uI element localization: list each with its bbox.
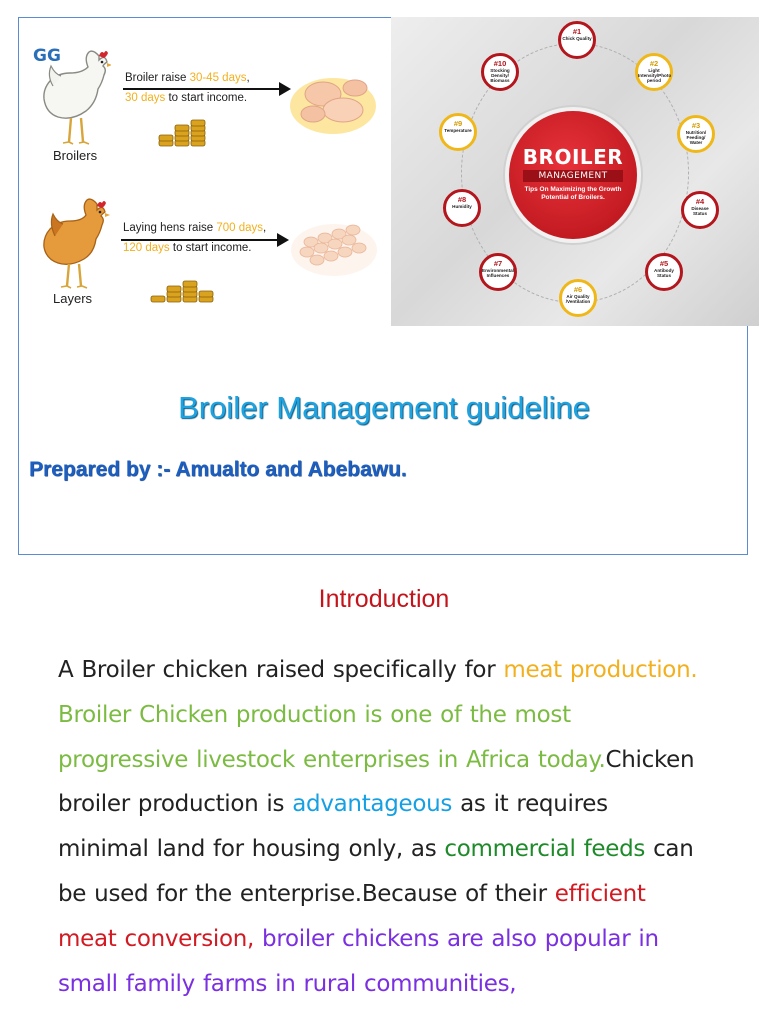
intro-segment: Broiler Chicken production is one of the most progressive livestock enterprises in Africa today. (58, 701, 606, 773)
factor-temperature: #9 Temperature (439, 113, 477, 151)
broiler-management-infographic (391, 17, 759, 326)
coin-stack-icon (149, 270, 219, 306)
intro-segment: Chicken broiler production is (58, 746, 695, 818)
introduction-heading: Introduction (318, 585, 450, 613)
white-broiler-chicken-icon (41, 46, 111, 150)
coin-stack-icon (155, 114, 217, 150)
cover-panel (18, 17, 748, 555)
factor-light-intensity: #2 Light Intensity/Photo period (635, 53, 673, 91)
broiler-management-badge: BROILER MANAGEMENT Tips On Maximizing the Growth Potential of Broilers. (509, 111, 637, 239)
introduction-paragraph (58, 648, 703, 1006)
gg-logo: GG (33, 46, 61, 66)
intro-segment-commercial-feeds: commercial feeds (444, 836, 646, 863)
intro-segment-meat-production: meat production. (503, 657, 698, 683)
intro-segment-advantageous: advantageous (292, 791, 453, 818)
factor-antibody-status: #5 Antibody Status (645, 253, 683, 291)
factor-chick-quality: #1 Chick Quality (558, 21, 596, 59)
prepared-by-line: Prepared by :- Amualto and Abebawu. (29, 458, 407, 481)
layers-caption: Layers (53, 291, 93, 306)
intro-segment-efficient-meat-conversion: efficient meat conversion, (58, 880, 646, 952)
document-title: Broiler Management guideline (178, 390, 590, 425)
broiler-vs-layer-infographic (19, 18, 391, 328)
intro-segment: broiler chickens are also popular in small family farms in rural communities, (58, 925, 659, 997)
eggs-tray-icon (289, 218, 379, 280)
raw-chicken-meat-icon (287, 66, 379, 138)
arrow-right-icon (123, 78, 293, 100)
brown-layer-hen-icon (41, 194, 111, 294)
factor-humidity: #8 Humidity (443, 189, 481, 227)
layer-raise-text: Laying hens raise 700 days, 120 days to start income. (123, 222, 267, 254)
factor-disease-status: #4 Disease Status (681, 191, 719, 229)
factor-environmental-influences: #7 Environmental Influences (479, 253, 517, 291)
factor-air-quality: #6 Air Quality /Ventilation (559, 279, 597, 317)
broiler-raise-text: Broiler raise 30-45 days, 30 days to start income. (125, 72, 250, 104)
factor-stocking-density: #10 Stocking Density/ Biomass (481, 53, 519, 91)
factor-nutrition-feeding-water: #3 Nutrition/ Feeding/ Water (677, 115, 715, 153)
arrow-right-icon (121, 229, 291, 251)
intro-segment: as it requires minimal land for housing only, as (58, 791, 608, 863)
intro-segment: can be used for the enterprise.Because of their (58, 836, 694, 907)
broilers-caption: Broilers (53, 148, 98, 163)
intro-segment: A Broiler chicken raised specifically for (58, 657, 504, 683)
